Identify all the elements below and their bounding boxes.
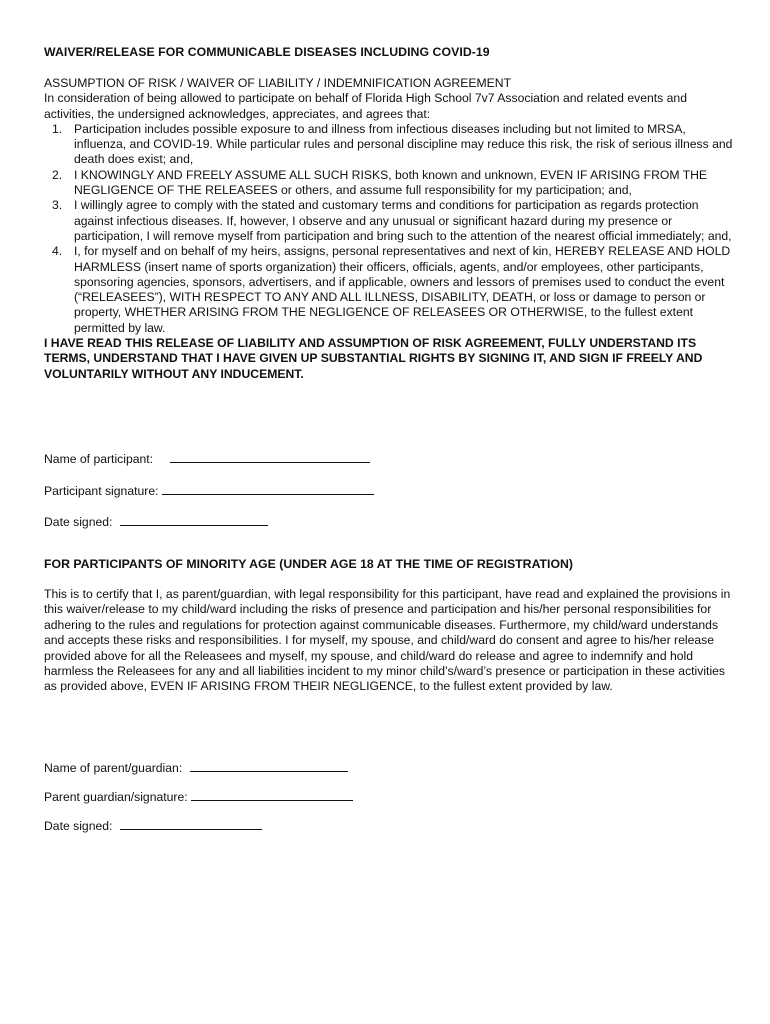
agreement-item-2 — [44, 168, 734, 199]
participant-date-label: Date signed: — [44, 515, 113, 529]
participant-date-line[interactable] — [120, 515, 268, 526]
agreement-item-3 — [44, 198, 734, 244]
participant-name-field — [44, 452, 370, 466]
guardian-date-line[interactable] — [120, 819, 262, 830]
item-number: 1. — [52, 121, 63, 136]
agreement-item-4 — [44, 244, 734, 336]
minor-section-body: This is to certify that I, as parent/guardian, with legal responsibility for this participant, have read and explained the provisions in this waiver/release to my child/ward including the risks of presence and participation and his/her personal responsibilities for adhering to the rules and regulations for protection against communicable diseases. Furthermore, my child/ward understands and accepts these risks and responsibilities. I for myself, my spouse, and child/ward do consent and agree to his/her release provided above for all the Releasees and myself, my spouse, and child/ward do release and agree to indemnify and hold harmless the Releasees for any and all liabilities incident to my minor child’s/ward’s presence or participation in these activities as provided above, EVEN IF ARISING FROM THEIR NEGLIGENCE, to the fullest extent provided by law. — [44, 587, 731, 694]
acknowledgement-statement: I HAVE READ THIS RELEASE OF LIABILITY AND ASSUMPTION OF RISK AGREEMENT, FULLY UNDERSTAND ITS TERMS, UNDERSTAND THAT I HAVE GIVEN UP SUBSTANTIAL RIGHTS BY SIGNING IT, AND SIGN IF FREELY AND VOLUNTARILY WITHOUT ANY INDUCEMENT. — [44, 336, 703, 381]
item-text: I KNOWINGLY AND FREELY ASSUME ALL SUCH RISKS, both known and unknown, EVEN IF ARISING FROM THE NEGLIGENCE OF THE RELEASEES or others, and assume full responsibility for my participation; and, — [74, 167, 708, 198]
guardian-signature-line[interactable] — [191, 790, 353, 801]
participant-signature-label: Participant signature: — [44, 484, 159, 498]
agreement-items — [44, 122, 734, 336]
guardian-name-field — [44, 761, 348, 775]
participant-signature-field — [44, 484, 374, 498]
agreement-intro: In consideration of being allowed to participate on behalf of Florida High School 7v7 Association and related events and activities, the undersigned acknowledges, appreciates, and agrees that: — [44, 91, 687, 121]
item-number: 3. — [52, 198, 63, 213]
agreement-body — [44, 76, 734, 382]
guardian-date-label: Date signed: — [44, 819, 113, 833]
minor-section-title: FOR PARTICIPANTS OF MINORITY AGE (UNDER AGE 18 AT THE TIME OF REGISTRATION) — [44, 557, 573, 571]
item-number: 4. — [52, 244, 63, 259]
guardian-name-line[interactable] — [190, 761, 348, 772]
agreement-subtitle: ASSUMPTION OF RISK / WAIVER OF LIABILITY / INDEMNIFICATION AGREEMENT — [44, 76, 512, 90]
participant-name-label: Name of participant: — [44, 452, 154, 466]
guardian-name-label: Name of parent/guardian: — [44, 761, 183, 775]
item-text: I willingly agree to comply with the stated and customary terms and conditions for participation as regards protection against infectious diseases. If, however, I observe and any unusual or significant hazard during my presence or participation, I will remove myself from participation and bring such to the attention of the nearest official immediately; and, — [74, 198, 732, 243]
guardian-date-field — [44, 819, 262, 833]
guardian-signature-label: Parent guardian/signature: — [44, 790, 188, 804]
participant-signature-line[interactable] — [162, 484, 374, 495]
participant-date-field — [44, 515, 268, 529]
agreement-item-1 — [44, 122, 734, 168]
participant-name-line[interactable] — [170, 452, 370, 463]
item-text: Participation includes possible exposure to and illness from infectious diseases including but not limited to MRSA, influenza, and COVID-19. While particular rules and personal discipline may reduce this risk, the risk of serious illness and death does exist; and, — [74, 121, 733, 167]
item-number: 2. — [52, 167, 63, 182]
guardian-signature-field — [44, 790, 353, 804]
item-text: I, for myself and on behalf of my heirs, assigns, personal representatives and next of kin, HEREBY RELEASE AND HOLD HARMLESS (insert name of sports organization) their officers, officials, agents, and/or employees, other participants, sponsoring agencies, sponsors, advertisers, and if applicable, owners and lessors of premises used to conduct the event (“RELEASEES”), WITH RESPECT TO ANY AND ALL ILLNESS, DISABILITY, DEATH, or loss or damage to person or property, WHETHER ARISING FROM THE NEGLIGENCE OF RELEASEES OR OTHERWISE, to the fullest extent permitted by law. — [74, 244, 731, 335]
document-title: WAIVER/RELEASE FOR COMMUNICABLE DISEASES INCLUDING COVID-19 — [44, 45, 490, 59]
